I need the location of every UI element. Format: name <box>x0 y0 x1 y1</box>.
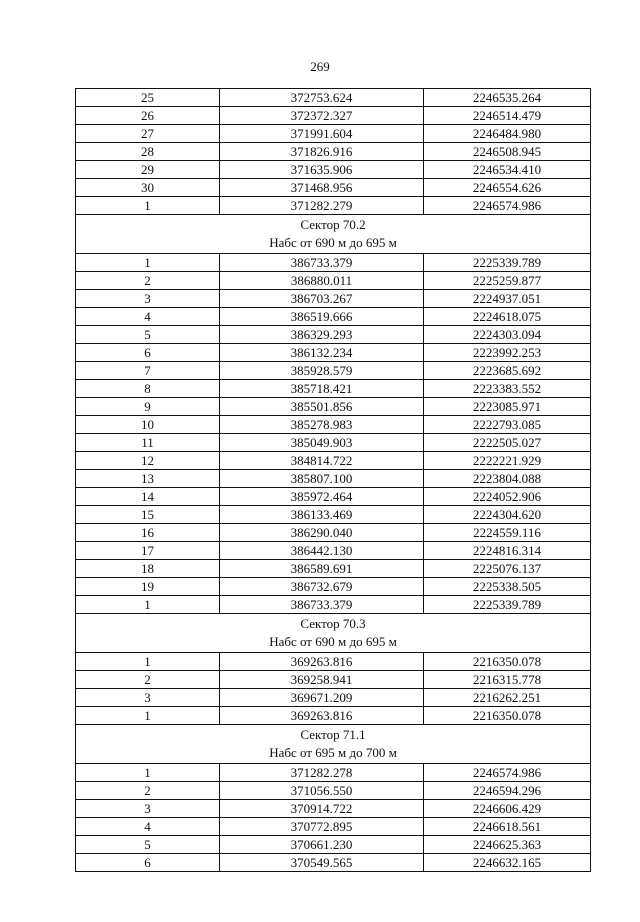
table-row <box>76 596 591 614</box>
x-coordinate-cell: 371991.604 <box>220 125 424 143</box>
sector-title: Сектор 71.1 <box>300 727 366 742</box>
point-number-cell: 2 <box>76 272 220 290</box>
point-number-cell: 6 <box>76 854 220 872</box>
sector-header <box>76 725 591 764</box>
x-coordinate-cell: 386733.379 <box>220 596 424 614</box>
altitude-range: Набс от 695 м до 700 м <box>269 745 397 760</box>
coordinates-table <box>75 88 591 872</box>
x-coordinate-cell: 386442.130 <box>220 542 424 560</box>
y-coordinate-cell: 2224304.620 <box>424 506 591 524</box>
y-coordinate-cell: 2225076.137 <box>424 560 591 578</box>
x-coordinate-cell: 386132.234 <box>220 344 424 362</box>
y-coordinate-cell: 2246574.986 <box>424 197 591 215</box>
table-row <box>76 197 591 215</box>
altitude-range: Набс от 690 м до 695 м <box>269 634 397 649</box>
y-coordinate-cell: 2224303.094 <box>424 326 591 344</box>
table-row <box>76 818 591 836</box>
table-row <box>76 671 591 689</box>
point-number-cell: 25 <box>76 89 220 107</box>
y-coordinate-cell: 2246625.363 <box>424 836 591 854</box>
point-number-cell: 1 <box>76 764 220 782</box>
point-number-cell: 11 <box>76 434 220 452</box>
table-row <box>76 560 591 578</box>
point-number-cell: 18 <box>76 560 220 578</box>
table-row <box>76 800 591 818</box>
point-number-cell: 27 <box>76 125 220 143</box>
y-coordinate-cell: 2246574.986 <box>424 764 591 782</box>
table-row <box>76 290 591 308</box>
point-number-cell: 10 <box>76 416 220 434</box>
y-coordinate-cell: 2246484.980 <box>424 125 591 143</box>
x-coordinate-cell: 386329.293 <box>220 326 424 344</box>
point-number-cell: 3 <box>76 290 220 308</box>
x-coordinate-cell: 371826.916 <box>220 143 424 161</box>
table-row <box>76 836 591 854</box>
y-coordinate-cell: 2223685.692 <box>424 362 591 380</box>
table-row <box>76 143 591 161</box>
table-row <box>76 254 591 272</box>
x-coordinate-cell: 385501.856 <box>220 398 424 416</box>
x-coordinate-cell: 369671.209 <box>220 689 424 707</box>
point-number-cell: 1 <box>76 653 220 671</box>
table-row <box>76 854 591 872</box>
table-row <box>76 161 591 179</box>
x-coordinate-cell: 386589.691 <box>220 560 424 578</box>
point-number-cell: 29 <box>76 161 220 179</box>
y-coordinate-cell: 2225339.789 <box>424 254 591 272</box>
sector-header-row <box>76 725 591 764</box>
point-number-cell: 7 <box>76 362 220 380</box>
point-number-cell: 1 <box>76 707 220 725</box>
x-coordinate-cell: 386703.267 <box>220 290 424 308</box>
y-coordinate-cell: 2246594.296 <box>424 782 591 800</box>
point-number-cell: 30 <box>76 179 220 197</box>
table-row <box>76 524 591 542</box>
sector-header <box>76 215 591 254</box>
point-number-cell: 2 <box>76 671 220 689</box>
table-row <box>76 89 591 107</box>
table-row <box>76 653 591 671</box>
y-coordinate-cell: 2222505.027 <box>424 434 591 452</box>
x-coordinate-cell: 370549.565 <box>220 854 424 872</box>
x-coordinate-cell: 386880.011 <box>220 272 424 290</box>
x-coordinate-cell: 386733.379 <box>220 254 424 272</box>
x-coordinate-cell: 385278.983 <box>220 416 424 434</box>
point-number-cell: 2 <box>76 782 220 800</box>
x-coordinate-cell: 371468.956 <box>220 179 424 197</box>
table-row <box>76 398 591 416</box>
point-number-cell: 1 <box>76 596 220 614</box>
x-coordinate-cell: 371635.906 <box>220 161 424 179</box>
point-number-cell: 9 <box>76 398 220 416</box>
x-coordinate-cell: 385928.579 <box>220 362 424 380</box>
table-row <box>76 179 591 197</box>
point-number-cell: 6 <box>76 344 220 362</box>
sector-header <box>76 614 591 653</box>
table-row <box>76 308 591 326</box>
table-row <box>76 380 591 398</box>
y-coordinate-cell: 2224937.051 <box>424 290 591 308</box>
point-number-cell: 13 <box>76 470 220 488</box>
y-coordinate-cell: 2216262.251 <box>424 689 591 707</box>
point-number-cell: 17 <box>76 542 220 560</box>
sector-header-row <box>76 614 591 653</box>
point-number-cell: 26 <box>76 107 220 125</box>
x-coordinate-cell: 386290.040 <box>220 524 424 542</box>
y-coordinate-cell: 2246554.626 <box>424 179 591 197</box>
table-row <box>76 416 591 434</box>
table-row <box>76 272 591 290</box>
point-number-cell: 15 <box>76 506 220 524</box>
point-number-cell: 14 <box>76 488 220 506</box>
y-coordinate-cell: 2223383.552 <box>424 380 591 398</box>
point-number-cell: 5 <box>76 836 220 854</box>
y-coordinate-cell: 2224618.075 <box>424 308 591 326</box>
x-coordinate-cell: 386732.679 <box>220 578 424 596</box>
y-coordinate-cell: 2246606.429 <box>424 800 591 818</box>
table-row <box>76 782 591 800</box>
table-row <box>76 506 591 524</box>
altitude-range: Набс от 690 м до 695 м <box>269 235 397 250</box>
y-coordinate-cell: 2246632.165 <box>424 854 591 872</box>
table-row <box>76 488 591 506</box>
y-coordinate-cell: 2246618.561 <box>424 818 591 836</box>
y-coordinate-cell: 2216315.778 <box>424 671 591 689</box>
sector-title: Сектор 70.2 <box>300 217 366 232</box>
y-coordinate-cell: 2216350.078 <box>424 653 591 671</box>
x-coordinate-cell: 385807.100 <box>220 470 424 488</box>
point-number-cell: 8 <box>76 380 220 398</box>
y-coordinate-cell: 2222793.085 <box>424 416 591 434</box>
table-row <box>76 434 591 452</box>
point-number-cell: 4 <box>76 818 220 836</box>
x-coordinate-cell: 369263.816 <box>220 707 424 725</box>
table-row <box>76 125 591 143</box>
table-row <box>76 326 591 344</box>
table-row <box>76 470 591 488</box>
y-coordinate-cell: 2223804.088 <box>424 470 591 488</box>
sector-title: Сектор 70.3 <box>300 616 366 631</box>
x-coordinate-cell: 371282.278 <box>220 764 424 782</box>
y-coordinate-cell: 2225339.789 <box>424 596 591 614</box>
y-coordinate-cell: 2246508.945 <box>424 143 591 161</box>
y-coordinate-cell: 2224559.116 <box>424 524 591 542</box>
table-row <box>76 107 591 125</box>
point-number-cell: 1 <box>76 197 220 215</box>
table-row <box>76 689 591 707</box>
y-coordinate-cell: 2222221.929 <box>424 452 591 470</box>
table-row <box>76 707 591 725</box>
sector-header-row <box>76 215 591 254</box>
x-coordinate-cell: 385972.464 <box>220 488 424 506</box>
y-coordinate-cell: 2246514.479 <box>424 107 591 125</box>
point-number-cell: 19 <box>76 578 220 596</box>
page-number: 269 <box>310 59 330 74</box>
point-number-cell: 1 <box>76 254 220 272</box>
x-coordinate-cell: 371056.550 <box>220 782 424 800</box>
y-coordinate-cell: 2223992.253 <box>424 344 591 362</box>
y-coordinate-cell: 2246534.410 <box>424 161 591 179</box>
y-coordinate-cell: 2225338.505 <box>424 578 591 596</box>
table-row <box>76 542 591 560</box>
x-coordinate-cell: 386519.666 <box>220 308 424 326</box>
x-coordinate-cell: 384814.722 <box>220 452 424 470</box>
y-coordinate-cell: 2246535.264 <box>424 89 591 107</box>
x-coordinate-cell: 372753.624 <box>220 89 424 107</box>
y-coordinate-cell: 2224816.314 <box>424 542 591 560</box>
x-coordinate-cell: 369258.941 <box>220 671 424 689</box>
point-number-cell: 16 <box>76 524 220 542</box>
x-coordinate-cell: 370772.895 <box>220 818 424 836</box>
table-row <box>76 578 591 596</box>
point-number-cell: 4 <box>76 308 220 326</box>
point-number-cell: 5 <box>76 326 220 344</box>
x-coordinate-cell: 386133.469 <box>220 506 424 524</box>
point-number-cell: 3 <box>76 800 220 818</box>
point-number-cell: 12 <box>76 452 220 470</box>
x-coordinate-cell: 369263.816 <box>220 653 424 671</box>
point-number-cell: 28 <box>76 143 220 161</box>
point-number-cell: 3 <box>76 689 220 707</box>
x-coordinate-cell: 370661.230 <box>220 836 424 854</box>
table-row <box>76 362 591 380</box>
table-row <box>76 452 591 470</box>
x-coordinate-cell: 370914.722 <box>220 800 424 818</box>
table-row <box>76 344 591 362</box>
x-coordinate-cell: 385049.903 <box>220 434 424 452</box>
y-coordinate-cell: 2223085.971 <box>424 398 591 416</box>
y-coordinate-cell: 2225259.877 <box>424 272 591 290</box>
x-coordinate-cell: 372372.327 <box>220 107 424 125</box>
y-coordinate-cell: 2216350.078 <box>424 707 591 725</box>
x-coordinate-cell: 371282.279 <box>220 197 424 215</box>
table-row <box>76 764 591 782</box>
y-coordinate-cell: 2224052.906 <box>424 488 591 506</box>
x-coordinate-cell: 385718.421 <box>220 380 424 398</box>
